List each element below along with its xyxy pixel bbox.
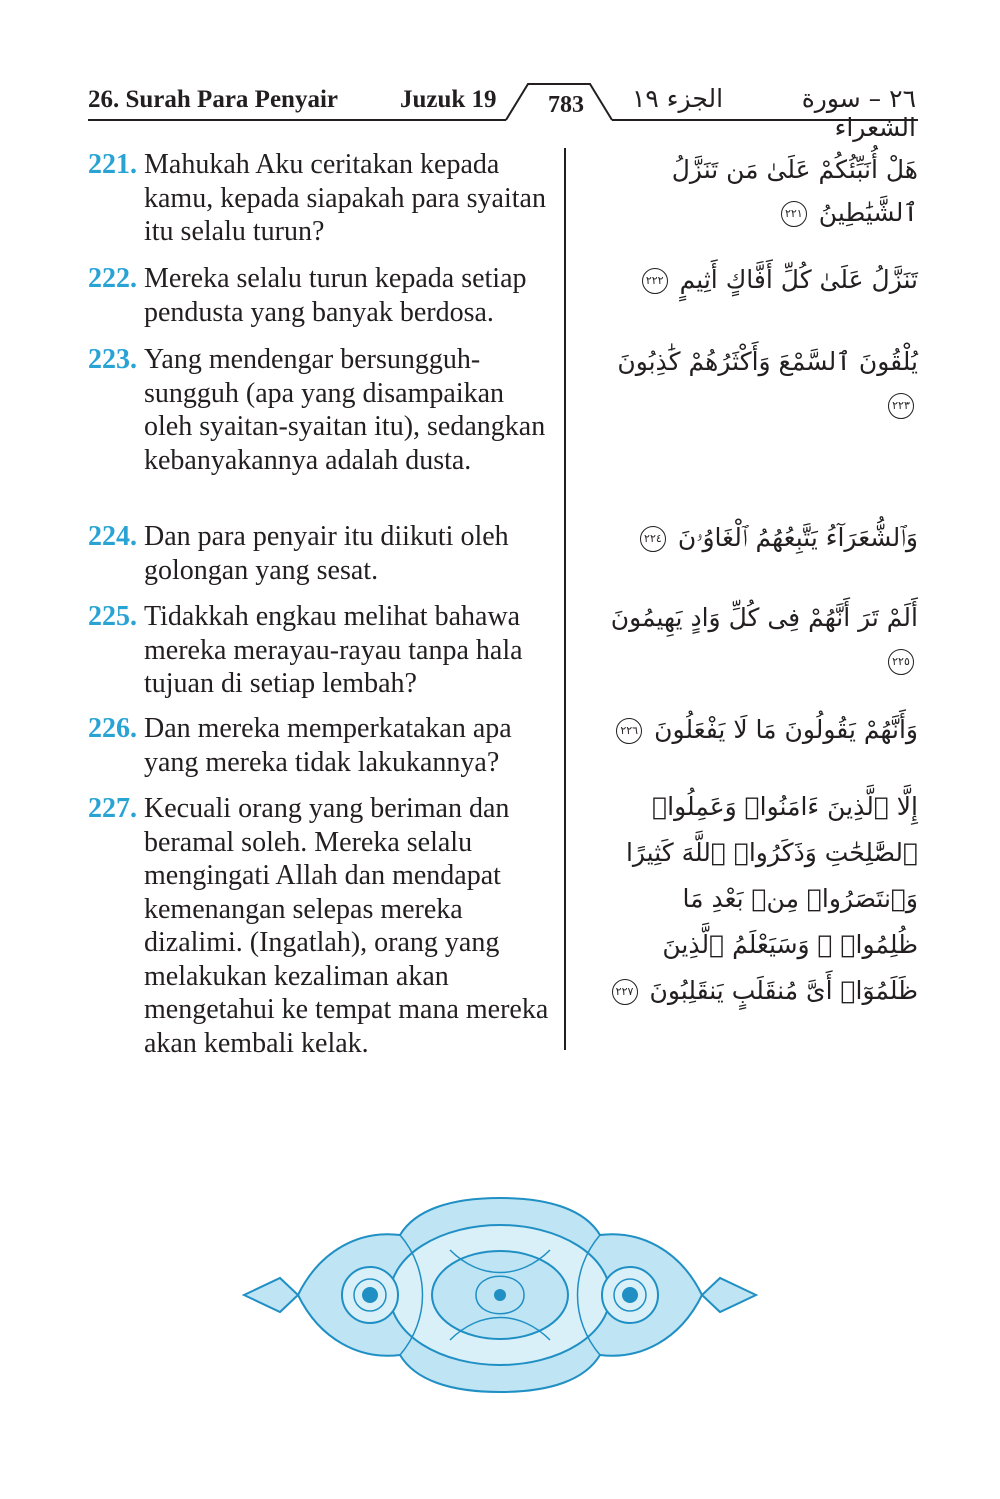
verse-end-marker: ٢٢٤ bbox=[640, 526, 666, 552]
verse-226 bbox=[88, 712, 558, 779]
verse-222 bbox=[88, 262, 558, 329]
page-header bbox=[0, 0, 1000, 142]
verse-end-marker: ٢٢٥ bbox=[888, 649, 914, 675]
verse-223 bbox=[88, 343, 558, 477]
verse-translation: Mereka selalu turun kepada setiap pendusta yang banyak berdosa. bbox=[144, 263, 527, 328]
verse-translation: Kecuali orang yang beriman dan beramal soleh. Mereka selalu mengingati Allah dan mendapat kemenangan selepas mereka dizalimi. (Ingatlah), orang yang melakukan kezaliman akan mengetahui ke tempat mana mereka akan kembali kelak. bbox=[144, 793, 549, 1059]
arabic-verse-222 bbox=[600, 258, 918, 301]
arabic-text: وَأَنَّهُمْ يَقُولُونَ مَا لَا يَفْعَلُونَ bbox=[654, 715, 918, 744]
verse-translation: Mahukah Aku ceritakan kepada kamu, kepada siapakah para syaitan itu selalu turun? bbox=[144, 149, 546, 247]
arabic-verse-224 bbox=[600, 516, 918, 559]
page-number: 783 bbox=[548, 92, 584, 118]
arabic-text: وَٱلشُّعَرَآءُ يَتَّبِعُهُمُ ٱلْغَاوُۥنَ bbox=[677, 523, 918, 552]
arabic-verse-221 bbox=[600, 148, 918, 234]
verse-number: 221. bbox=[88, 149, 137, 180]
surah-title-arabic: ٢٦ – سورة الشعراء bbox=[801, 84, 916, 142]
column-divider bbox=[564, 148, 566, 1050]
surah-title: 26. Surah Para Penyair bbox=[88, 86, 338, 113]
verse-number: 227. bbox=[88, 793, 137, 824]
verse-224 bbox=[88, 520, 558, 587]
arabic-verse-226 bbox=[600, 708, 918, 751]
verse-end-marker: ٢٢٦ bbox=[616, 718, 642, 744]
arabic-text: أَلَمْ تَرَ أَنَّهُمْ فِى كُلِّ وَادٍ يَهِيمُونَ bbox=[610, 603, 918, 632]
arabic-text: هَلْ أُنَبِّئُكُمْ عَلَىٰ مَن تَنَزَّلُ ٱلشَّيَٰطِينُ bbox=[671, 155, 918, 227]
verse-number: 223. bbox=[88, 344, 137, 375]
verse-221 bbox=[88, 148, 558, 249]
verse-translation: Yang mendengar bersungguh-sungguh (apa yang disampaikan oleh syaitan-syaitan itu), sedangkan kebanyakannya adalah dusta. bbox=[144, 344, 546, 476]
arabic-text: يُلْقُونَ ٱلسَّمْعَ وَأَكْثَرُهُمْ كَٰذِبُونَ bbox=[617, 347, 918, 376]
verse-number: 222. bbox=[88, 263, 137, 294]
verse-end-marker: ٢٢١ bbox=[781, 201, 807, 227]
ornament-right-tip bbox=[702, 1278, 756, 1312]
verse-translation: Dan para penyair itu diikuti oleh golongan yang sesat. bbox=[144, 521, 509, 586]
juz-label-arabic: الجزء ١٩ bbox=[632, 84, 724, 113]
decorative-ornament bbox=[240, 1190, 760, 1400]
arabic-text: تَنَزَّلُ عَلَىٰ كُلِّ أَفَّاكٍ أَثِيمٍ bbox=[679, 265, 918, 294]
verse-end-marker: ٢٢٧ bbox=[612, 979, 638, 1005]
juz-label: Juzuk 19 bbox=[400, 86, 497, 113]
verse-number: 225. bbox=[88, 601, 137, 632]
verse-end-marker: ٢٢٢ bbox=[642, 268, 668, 294]
arabic-verse-223 bbox=[600, 340, 918, 426]
verse-number: 226. bbox=[88, 713, 137, 744]
ornament-left-tip bbox=[244, 1278, 298, 1312]
verse-225 bbox=[88, 600, 558, 701]
verse-translation: Tidakkah engkau melihat bahawa mereka merayau-rayau tanpa hala tujuan di setiap lembah? bbox=[144, 601, 523, 699]
arabic-verse-227 bbox=[600, 784, 918, 1014]
verse-number: 224. bbox=[88, 521, 137, 552]
verse-translation: Dan mereka memperkatakan apa yang mereka tidak lakukannya? bbox=[144, 713, 512, 778]
arabic-text: إِلَّا ٱلَّذِينَ ءَامَنُوا۟ وَعَمِلُوا۟ ٱلصَّٰلِحَٰتِ وَذَكَرُوا۟ ٱللَّهَ كَثِيرًا وَٱنتَصَرُوا۟ مِنۢ بَعْدِ مَا ظُلِمُوا۟ ۗ وَسَيَعْلَمُ ٱلَّذِينَ ظَلَمُوٓا۟ أَىَّ مُنقَلَبٍ يَنقَلِبُونَ bbox=[625, 792, 918, 1005]
arabic-verse-225 bbox=[600, 596, 918, 682]
verse-end-marker: ٢٢٣ bbox=[888, 393, 914, 419]
verse-227 bbox=[88, 792, 558, 1060]
